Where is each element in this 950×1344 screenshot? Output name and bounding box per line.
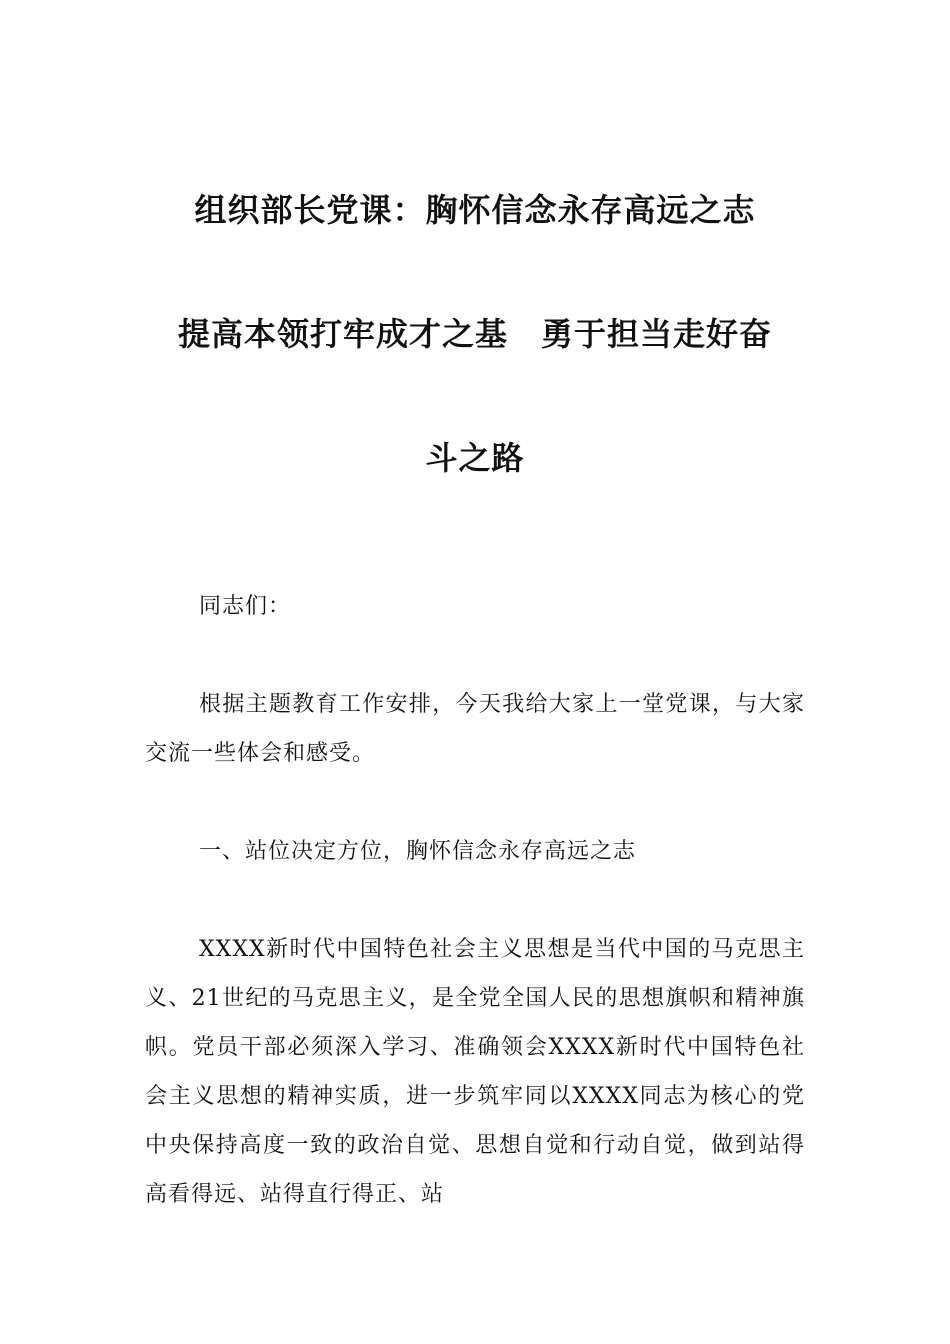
- salutation: 同志们：: [199, 594, 292, 619]
- document-title: [145, 148, 805, 520]
- intro-paragraph: 根据主题教育工作安排，今天我给大家上一堂党课，与大家交流一些体会和感受。: [145, 692, 805, 766]
- title-line-1: 组织部长党课：胸怀信念永存高远之志: [194, 191, 756, 229]
- section-heading: 一、站位决定方位，胸怀信念永存高远之志: [199, 839, 637, 864]
- section-paragraph: XXXX新时代中国特色社会主义思想是当代中国的马克思主义、21世纪的马克思主义，是全党全国人民的思想旗帜和精神旗帜。党员干部必须深入学习、准确领会XXXX新时代中国特色社会主义思想的精神实质，进一步筑牢同以XXXX同志为核心的党中央保持高度一致的政治自觉、思想自觉和行动自觉，做到站得高看得远、站得直行得正、站: [145, 937, 805, 1207]
- title-line-2: 提高本领打牢成才之基 勇于担当走好奋: [177, 315, 772, 353]
- title-line-3: 斗之路: [425, 439, 525, 477]
- document-body: [145, 582, 805, 1219]
